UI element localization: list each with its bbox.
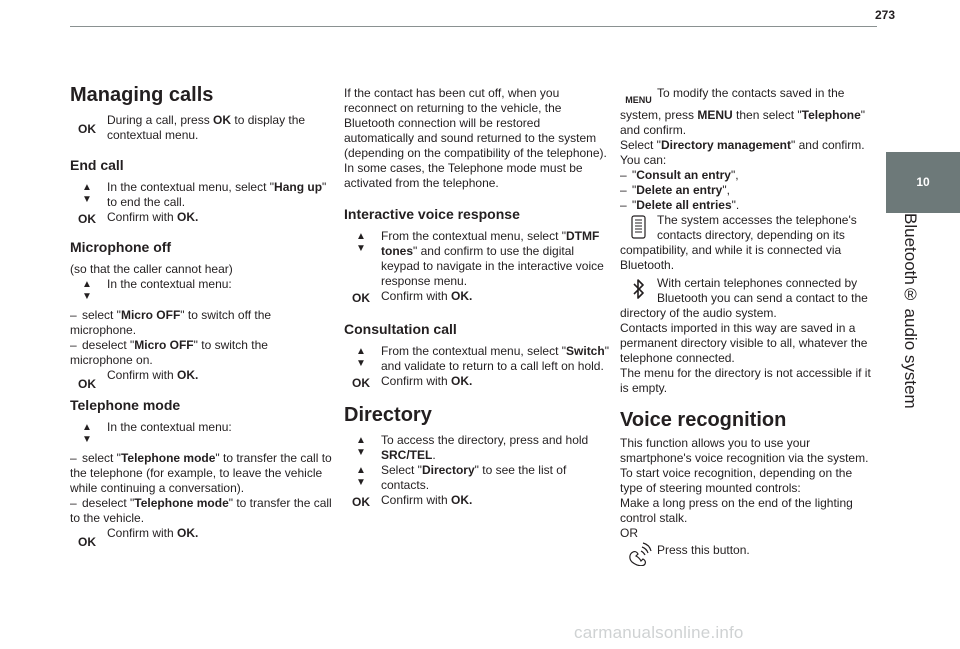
page-number: 273 (875, 8, 896, 22)
telephone-list-2: – deselect "Telephone mode" to transfer the call to the vehicle. (70, 496, 332, 525)
microphone-list-2: – deselect "Micro OFF" to switch the microphone on. (70, 338, 268, 367)
directory-management-text: Select "Directory management" and confirm. (620, 138, 865, 152)
heading-microphone-off: Microphone off (70, 239, 172, 255)
you-can-text: You can: (620, 153, 667, 167)
up-down-arrows-icon: ▲ ▼ (356, 346, 366, 369)
managing-calls-text: During a call, press OK to display the contextual menu. (107, 113, 306, 142)
ok-button-icon: OK (352, 291, 370, 305)
voice-intro: This function allows you to use your smartphone's voice recognition via the system. (620, 436, 869, 465)
option-delete: – "Delete an entry", (620, 183, 730, 197)
top-rule (70, 26, 877, 27)
up-down-arrows-icon: ▲ ▼ (356, 435, 366, 458)
column-2 (344, 86, 609, 509)
reconnect-paragraph: If the contact has been cut off, when you reconnect on returning to the vehicle, the Bluetooth connection will be restored automatically and sound returned to the system (depending on the compatibility of the telephone). (344, 86, 607, 160)
step-directory-2: ▲ ▼ Select "Directory" to see the list of contacts. (344, 463, 609, 493)
step-telephone-1: ▲ ▼ In the contextual menu: (70, 420, 332, 450)
heading-consultation-call: Consultation call (344, 321, 457, 337)
step-consultation-2: OK Confirm with OK. (344, 374, 609, 389)
ok-button-icon: OK (78, 535, 96, 549)
menu-button-icon: MENU (625, 95, 652, 105)
ok-button-icon: OK (352, 495, 370, 509)
step-managing-calls (70, 113, 332, 143)
chapter-tab (886, 152, 960, 213)
phone-book-icon (620, 213, 657, 243)
ok-button-icon: OK (78, 377, 96, 391)
heading-telephone-mode: Telephone mode (70, 397, 181, 413)
telephone-list-1: – select "Telephone mode" to transfer the call to the telephone (for example, to leave the vehicle while continuing a conversation). (70, 451, 332, 495)
ok-button-icon: OK (78, 212, 96, 226)
watermark: carmanualsonline.info (574, 623, 744, 642)
step-consultation-1: ▲ ▼ From the contextual menu, select "Switch" and validate to return to a call left on hold. (344, 344, 609, 374)
heading-end-call: End call (70, 157, 124, 173)
telephone-mode-note: In some cases, the Telephone mode must be activated from the telephone. (344, 161, 583, 190)
chapter-title-wrap (886, 213, 960, 633)
up-down-arrows-icon: ▲ ▼ (356, 465, 366, 488)
step-end-call-1: ▲ ▼ In the contextual menu, select "Hang up" to end the call. (70, 180, 332, 210)
chapter-number: 10 (916, 175, 930, 189)
voice-long-press-text: Make a long press on the end of the lighting control stalk. (620, 496, 853, 525)
up-down-arrows-icon: ▲ ▼ (82, 422, 92, 445)
ok-button-icon: OK (78, 122, 96, 136)
step-directory-1: ▲ ▼ To access the directory, press and hold SRC/TEL. (344, 433, 609, 463)
step-menu: MENU To modify the contacts saved in the system, press MENU then select "Telephone" and confirm. (620, 86, 866, 137)
or-text: OR (620, 526, 638, 540)
heading-directory: Directory (344, 404, 432, 426)
step-microphone-2: OK Confirm with OK. (70, 368, 332, 383)
heading-managing-calls: Managing calls (70, 84, 214, 106)
step-ivr-1: ▲ ▼ From the contextual menu, select "DTMF tones" and confirm to use the digital keypad to navigate in the interactive voice response menu. (344, 229, 609, 289)
option-delete-all: – "Delete all entries". (620, 198, 740, 212)
chapter-title: Bluetooth® audio system (901, 213, 920, 409)
note-phone-directory: The system accesses the telephone's contacts directory, depending on its compatibility, and while it is connected via Bluetooth. (620, 213, 857, 272)
step-directory-3: OK Confirm with OK. (344, 493, 609, 508)
note-bluetooth-send: With certain telephones connected by Bluetooth you can send a contact to the directory of the audio system. (620, 276, 868, 320)
step-ivr-2: OK Confirm with OK. (344, 289, 609, 304)
step-microphone-1: ▲ ▼ In the contextual menu: (70, 277, 332, 307)
directory-empty-text: The menu for the directory is not accessible if it is empty. (620, 366, 871, 395)
microphone-intro: (so that the caller cannot hear) (70, 262, 233, 276)
contacts-imported-text: Contacts imported in this way are saved in a permanent directory visible to all, whatever the telephone connected. (620, 321, 868, 365)
step-telephone-2: OK Confirm with OK. (70, 526, 332, 541)
heading-interactive-voice-response: Interactive voice response (344, 206, 520, 222)
option-consult: – "Consult an entry", (620, 168, 739, 182)
voice-start-text: To start voice recognition, depending on the type of steering mounted controls: (620, 466, 853, 495)
ok-button-icon: OK (352, 376, 370, 390)
up-down-arrows-icon: ▲ ▼ (82, 182, 92, 205)
up-down-arrows-icon: ▲ ▼ (356, 231, 366, 254)
column-3 (620, 86, 878, 571)
heading-voice-recognition: Voice recognition (620, 409, 787, 431)
column-1 (70, 83, 332, 549)
up-down-arrows-icon: ▲ ▼ (82, 279, 92, 302)
microphone-list-1: – select "Micro OFF" to switch off the microphone. (70, 308, 272, 337)
step-end-call-2: OK Confirm with OK. (70, 210, 332, 225)
bluetooth-icon (620, 276, 657, 306)
voice-recognition-icon (620, 541, 657, 571)
voice-button-step: Press this button. (620, 541, 878, 558)
